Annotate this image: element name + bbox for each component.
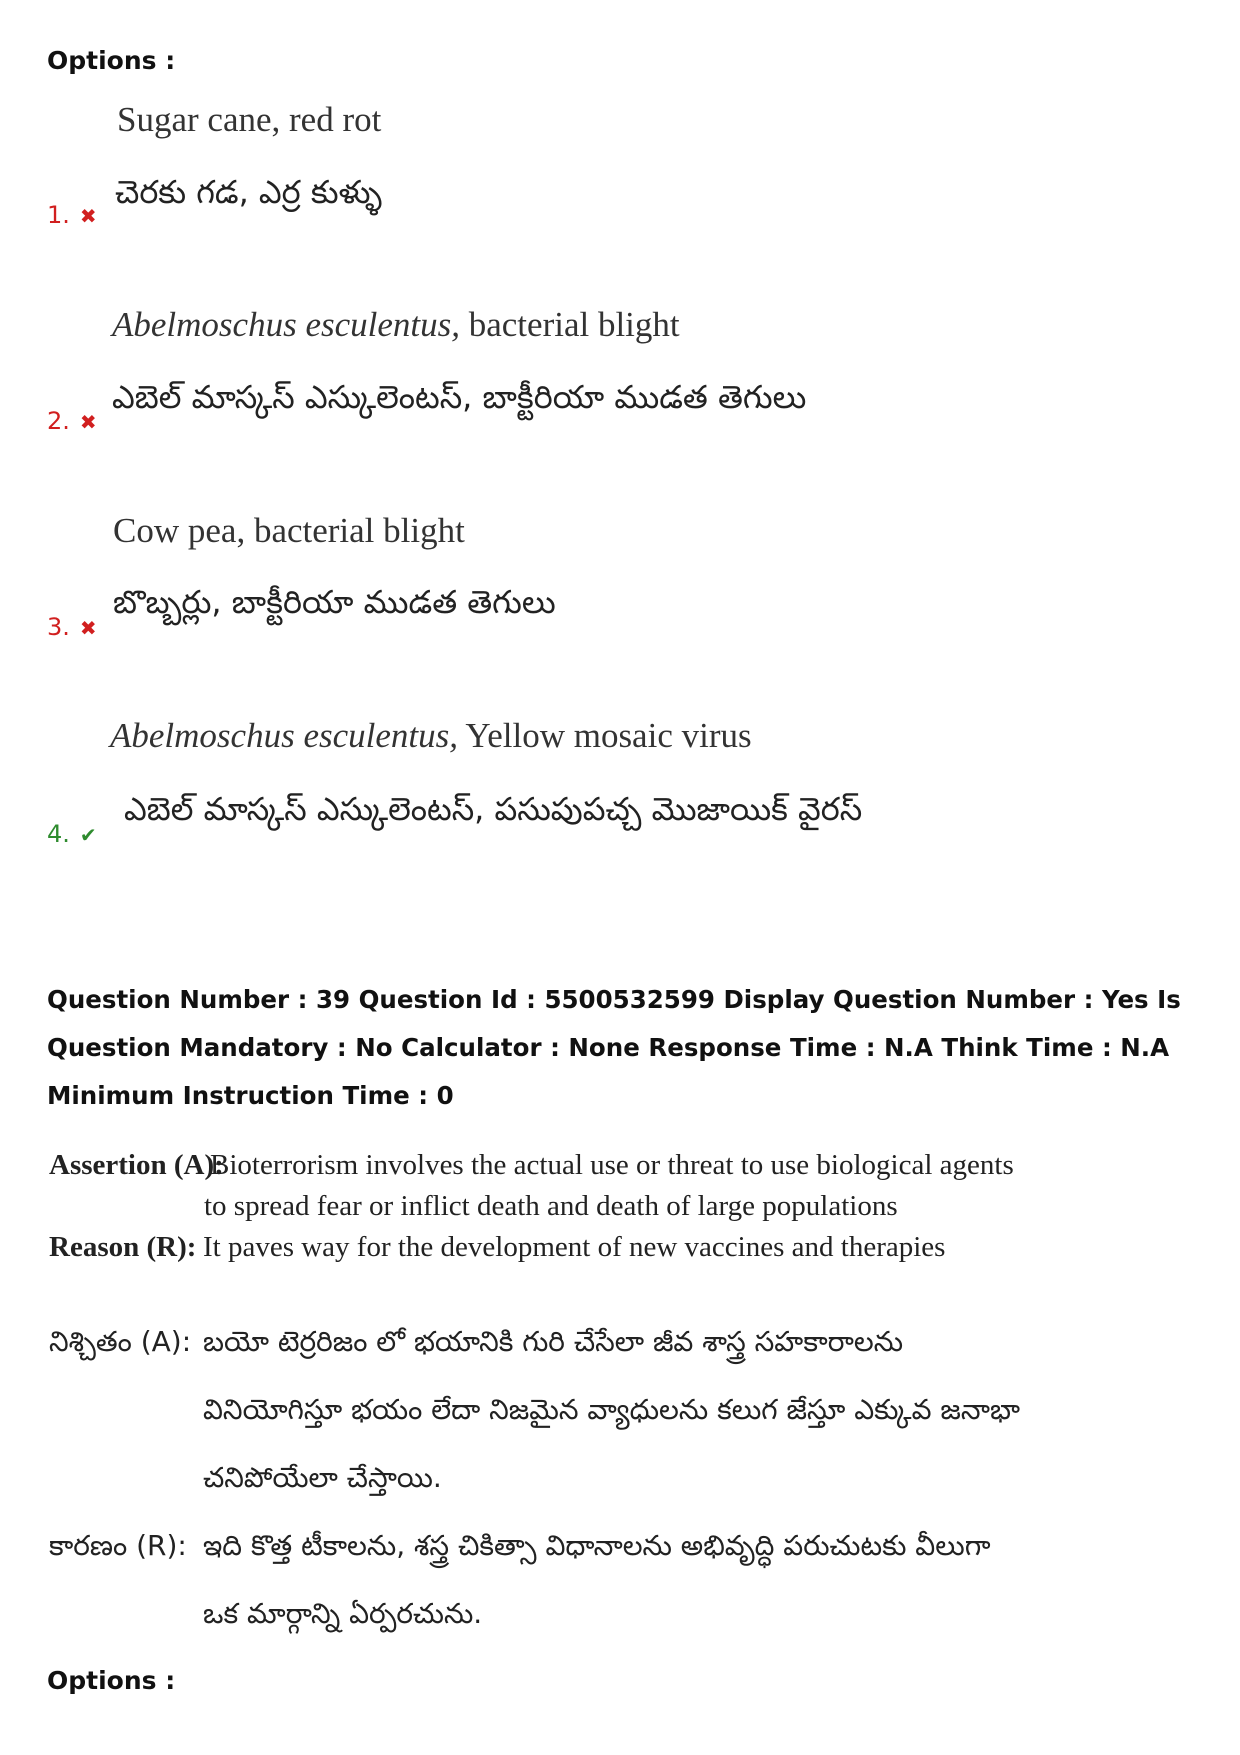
te-assertion-line: వినియోగిస్తూ భయం లేదా నిజమైన వ్యాధులను కలుగ జేస్తూ ఎక్కువ జనాభా [203, 1393, 1020, 1426]
te-assertion-line: బయో టెర్రరిజం లో భయానికి గురి చేసేలా జీవ శాస్త్ర సహకారాలను [203, 1325, 904, 1358]
te-reason-label: కారణం (R): [49, 1529, 187, 1562]
option-english: Cow pea, bacterial blight [113, 511, 465, 550]
option-number: 2. ✖ [47, 407, 97, 435]
correct-check-icon: ✔ [79, 823, 97, 847]
assertion-text-line: Bioterrorism involves the actual use or threat to use biological agents [210, 1149, 1014, 1181]
option-english: Sugar cane, red rot [117, 100, 382, 139]
question-metadata: Question Number : 39 Question Id : 5500532599 Display Question Number : Yes Is Question Mandatory : No Calculator : None Response Time : N.A Think Time : N.A Minimum Instruction Time : 0 [47, 985, 1181, 1110]
option-english: Abelmoschus esculentus, bacterial blight [112, 305, 680, 344]
option-number: 1. ✖ [47, 201, 97, 229]
wrong-mark-icon: ✖ [79, 204, 97, 228]
option-telugu: ఎబెల్ మాస్కస్ ఎస్కులెంటస్, పసుపుపచ్చ మొజాయిక్ వైరస్ [124, 790, 863, 828]
wrong-mark-icon: ✖ [79, 616, 97, 640]
te-assertion-line: చనిపోయేలా చేస్తాయి. [203, 1461, 442, 1494]
te-reason-line: ఇది కొత్త టీకాలను, శస్త్ర చికిత్సా విధానాలను అభివృద్ధి పరుచుటకు వీలుగా [203, 1529, 991, 1562]
reason-text: It paves way for the development of new vaccines and therapies [203, 1231, 946, 1263]
options-heading: Options : [47, 46, 176, 75]
te-assertion-label: నిశ్చితం (A): [49, 1325, 192, 1358]
reason-label: Reason (R): [49, 1231, 197, 1263]
option-number: 4. ✔ [47, 820, 97, 848]
assertion-text-line: to spread fear or inflict death and death of large populations [204, 1190, 898, 1222]
option-english: Abelmoschus esculentus, Yellow mosaic virus [110, 716, 752, 755]
option-telugu: బొబ్బర్లు, బాక్టీరియా ముడత తెగులు [113, 583, 556, 621]
te-reason-line: ఒక మార్గాన్ని ఏర్పరచును. [203, 1597, 483, 1630]
option-telugu: ఎబెల్ మాస్కస్ ఎస్కులెంటస్, బాక్టీరియా ముడత తెగులు [112, 378, 807, 416]
options-heading: Options : [47, 1666, 176, 1695]
option-number: 3. ✖ [47, 613, 97, 641]
assertion-label: Assertion (A): [49, 1149, 224, 1181]
option-telugu: చెరకు గడ, ఎర్ర కుళ్ళు [115, 173, 383, 211]
wrong-mark-icon: ✖ [79, 410, 97, 434]
